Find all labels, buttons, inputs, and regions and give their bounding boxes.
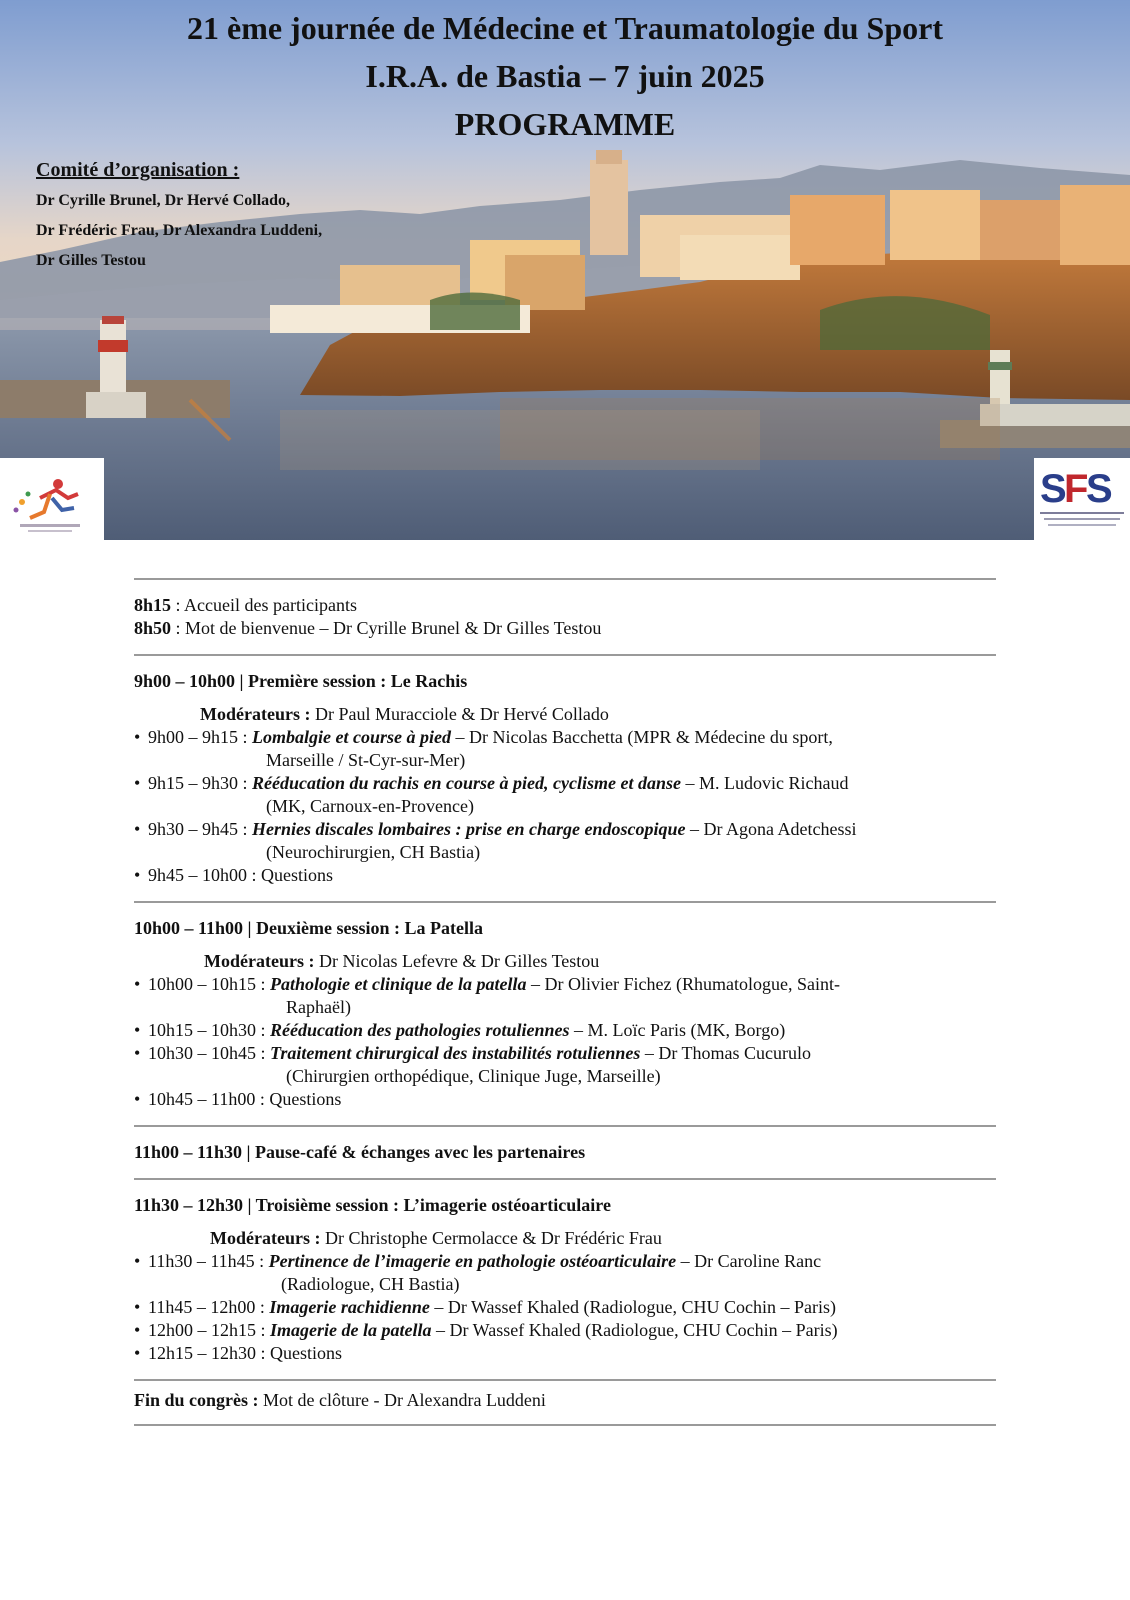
time-label: 8h50 (134, 618, 172, 638)
committee-heading: Comité d’organisation : (36, 159, 240, 181)
agenda-item (134, 1042, 996, 1088)
item-topic: Lombalgie et course à pied (252, 727, 451, 747)
agenda-item (134, 1250, 996, 1296)
item-topic: Imagerie de la patella (270, 1320, 432, 1340)
item-time: 10h45 – 11h00 : Questions (148, 1089, 342, 1109)
agenda-item (134, 864, 996, 887)
moderators (210, 1227, 996, 1250)
session-title: 9h00 – 10h00 | Première session : Le Rachis (134, 671, 468, 691)
agenda-item (134, 772, 996, 818)
divider (134, 1424, 996, 1426)
item-time: 11h30 – 11h45 : (148, 1251, 269, 1271)
item-speaker: – Dr Agona Adetchessi (685, 819, 857, 839)
bullet-icon: • (134, 1251, 141, 1271)
item-topic: Rééducation du rachis en course à pied, cyclisme et danse (252, 773, 681, 793)
item-time: 11h45 – 12h00 : (148, 1297, 270, 1317)
session-title: 10h00 – 11h00 | Deuxième session : La Patella (134, 918, 483, 938)
committee-line-2: Dr Frédéric Frau, Dr Alexandra Luddeni, (36, 222, 323, 239)
moderators-names: Dr Nicolas Lefevre & Dr Gilles Testou (314, 951, 600, 971)
item-continuation: Raphaël) (286, 997, 351, 1017)
agenda-item (134, 973, 996, 1019)
title-line-1: 21 ème journée de Médecine et Traumatologie du Sport (186, 10, 943, 46)
item-speaker: – Dr Thomas Cucurulo (640, 1043, 812, 1063)
schedule-line-opening-words (134, 617, 996, 640)
sfts-s2: S (1086, 467, 1113, 511)
moderators (204, 950, 996, 973)
moderators-names: Dr Christophe Cermolacce & Dr Frédéric Frau (320, 1228, 662, 1248)
item-topic: Traitement chirurgical des instabilités rotuliennes (270, 1043, 641, 1063)
program-schedule (134, 578, 996, 1426)
bullet-icon: • (134, 727, 141, 747)
moderators-names: Dr Paul Muracciole & Dr Hervé Collado (310, 704, 609, 724)
session-2 (134, 903, 996, 1125)
item-continuation: Marseille / St-Cyr-sur-Mer) (266, 750, 466, 770)
bullet-icon: • (134, 974, 141, 994)
title-line-3: PROGRAMME (454, 106, 676, 142)
sfts-f: F (1064, 467, 1089, 511)
session-1 (134, 656, 996, 901)
runner-logo (0, 458, 104, 540)
item-time: 9h45 – 10h00 : Questions (148, 865, 334, 885)
item-speaker: – M. Loïc Paris (MK, Borgo) (569, 1020, 786, 1040)
item-time: 9h00 – 9h15 : (148, 727, 253, 747)
item-time: 10h30 – 10h45 : (148, 1043, 271, 1063)
item-continuation: (Chirurgien orthopédique, Clinique Juge, Marseille) (286, 1066, 661, 1086)
bullet-icon: • (134, 1089, 141, 1109)
sfts-s1: S (1040, 467, 1067, 511)
committee-line-1: Dr Cyrille Brunel, Dr Hervé Collado, (36, 192, 291, 209)
agenda-item (134, 1019, 996, 1042)
item-time: 10h00 – 10h15 : (148, 974, 271, 994)
item-speaker: – Dr Caroline Ranc (676, 1251, 822, 1271)
moderators (200, 703, 996, 726)
time-label: 8h15 (134, 595, 172, 615)
agenda-item (134, 818, 996, 864)
item-continuation: (MK, Carnoux-en-Provence) (266, 796, 474, 816)
item-topic: Imagerie rachidienne (269, 1297, 430, 1317)
bullet-icon: • (134, 773, 141, 793)
item-topic: Hernies discales lombaires : prise en charge endoscopique (252, 819, 686, 839)
agenda-item (134, 1342, 996, 1365)
agenda-text: : Accueil des participants (171, 595, 357, 615)
closing-section (134, 1381, 996, 1424)
bullet-icon: • (134, 865, 141, 885)
bullet-icon: • (134, 1020, 141, 1040)
item-time: 9h15 – 9h30 : (148, 773, 253, 793)
session-3 (134, 1180, 996, 1379)
title-line-2: I.R.A. de Bastia – 7 juin 2025 (365, 58, 765, 94)
item-topic: Rééducation des pathologies rotuliennes (270, 1020, 570, 1040)
item-time: 12h15 – 12h30 : Questions (148, 1343, 343, 1363)
pause-title: 11h00 – 11h30 | Pause-café & échanges avec les partenaires (134, 1142, 586, 1162)
moderators-label: Modérateurs : (210, 1228, 321, 1248)
moderators-label: Modérateurs : (200, 704, 311, 724)
sfts-logo (1034, 458, 1130, 540)
item-time: 10h15 – 10h30 : (148, 1020, 271, 1040)
session-title: 11h30 – 12h30 | Troisième session : L’imagerie ostéoarticulaire (134, 1195, 611, 1215)
bullet-icon: • (134, 1320, 141, 1340)
organizing-committee (36, 156, 322, 276)
closing-label: Fin du congrès : (134, 1390, 259, 1410)
item-topic: Pertinence de l’imagerie en pathologie ostéoarticulaire (268, 1251, 677, 1271)
coffee-break (134, 1127, 996, 1178)
item-speaker: – Dr Wassef Khaled (Radiologue, CHU Cochin – Paris) (431, 1320, 838, 1340)
item-continuation: (Neurochirurgien, CH Bastia) (266, 842, 481, 862)
schedule-line-welcome (134, 594, 996, 617)
item-speaker: – M. Ludovic Richaud (680, 773, 849, 793)
item-continuation: (Radiologue, CH Bastia) (281, 1274, 460, 1294)
bullet-icon: • (134, 819, 141, 839)
agenda-text: : Mot de bienvenue – Dr Cyrille Brunel & Dr Gilles Testou (171, 618, 602, 638)
item-speaker: – Dr Nicolas Bacchetta (MPR & Médecine du sport, (450, 727, 833, 747)
item-topic: Pathologie et clinique de la patella (270, 974, 527, 994)
item-time: 9h30 – 9h45 : (148, 819, 253, 839)
agenda-item (134, 726, 996, 772)
item-speaker: – Dr Olivier Fichez (Rhumatologue, Saint- (526, 974, 840, 994)
sfts-emblem (1034, 458, 1130, 540)
opening-section (134, 580, 996, 654)
runner-icon (0, 458, 104, 540)
item-speaker: – Dr Wassef Khaled (Radiologue, CHU Cochin – Paris) (429, 1297, 836, 1317)
item-time: 12h00 – 12h15 : (148, 1320, 271, 1340)
bullet-icon: • (134, 1297, 141, 1317)
agenda-item (134, 1088, 996, 1111)
bullet-icon: • (134, 1343, 141, 1363)
agenda-item (134, 1296, 996, 1319)
moderators-label: Modérateurs : (204, 951, 315, 971)
header-banner (0, 0, 1130, 540)
committee-line-3: Dr Gilles Testou (36, 252, 146, 269)
closing-text: Mot de clôture - Dr Alexandra Luddeni (258, 1390, 546, 1410)
bullet-icon: • (134, 1043, 141, 1063)
agenda-item (134, 1319, 996, 1342)
